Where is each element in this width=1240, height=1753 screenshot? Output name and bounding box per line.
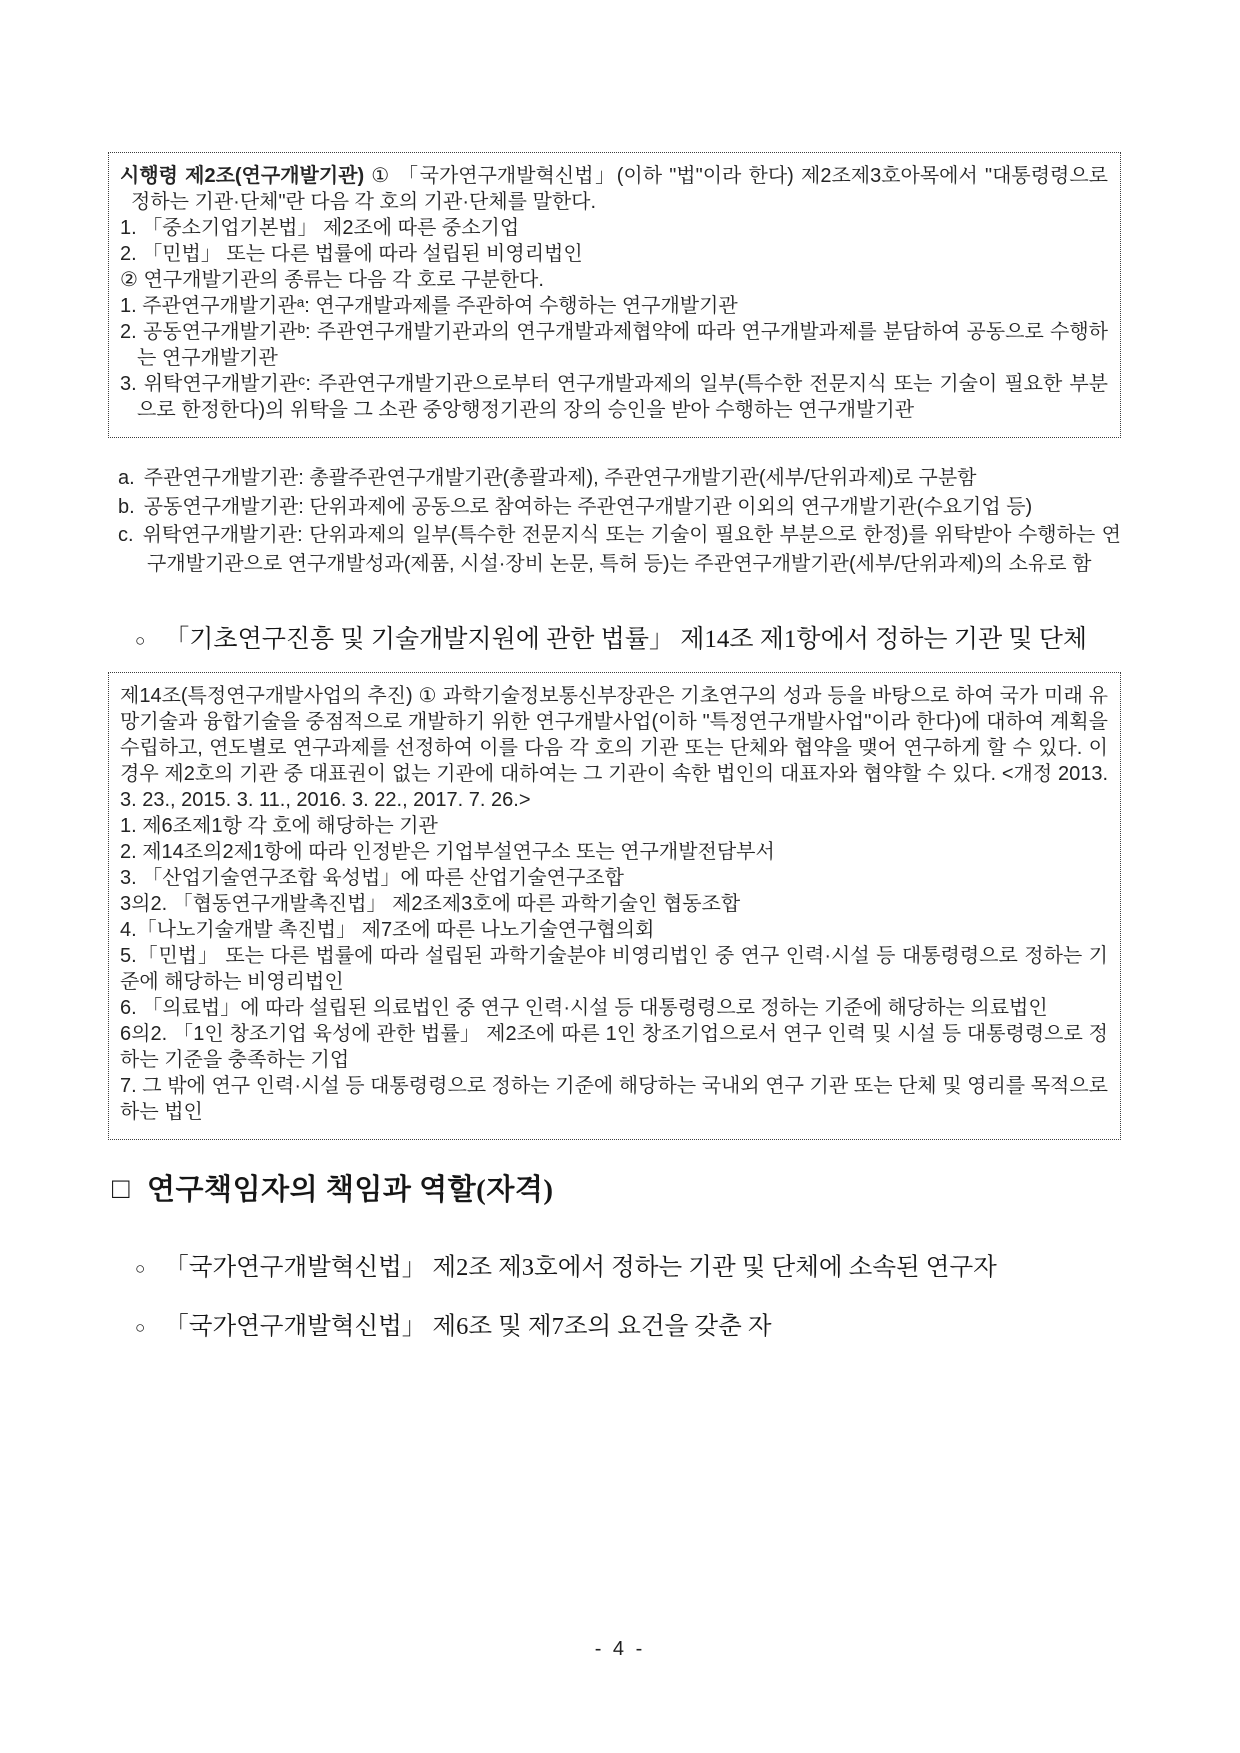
square-bullet-icon: □ [112,1173,131,1205]
article14-box [108,672,1121,1140]
bullet-item-basic-research-law [135,624,1121,656]
decree-intro-lead: 시행령 제2조(연구개발기관) [120,165,365,187]
article14-item: 2. 제14조의2제1항에 따라 인정받은 기업부설연구소 또는 연구개발전담부서 [120,841,775,863]
article14-item: 1. 제6조제1항 각 호에 해당하는 기관 [120,815,438,837]
footnote-marker: c. [118,524,134,546]
article14-item: 3의2. 「협동연구개발촉진법」 제2조제3호에 따른 과학기술인 협동조합 [120,893,741,915]
bullet-item-researcher-requirements [135,1311,1121,1342]
decree-intro-text: ① 「국가연구개발혁신법」(이하 "법"이라 한다) 제2조제3호아목에서 "대통령령으로 정하는 기관·단체"란 다음 각 호의 기관·단체를 말한다. [131,165,1108,213]
footnote-item [118,464,1121,493]
circle-bullet-icon: ○ [135,631,146,650]
page-number: - 4 - [594,1638,646,1660]
decree-item: 1. 「중소기업기본법」 제2조에 따른 중소기업 [120,217,520,239]
article14-item: 6. 「의료법」에 따라 설립된 의료법인 중 연구 인력·시설 등 대통령령으로 정하는 기준에 해당하는 의료법인 [120,997,1048,1019]
decree-item: 3. 위탁연구개발기관ᶜ: 주관연구개발기관으로부터 연구개발과제의 일부(특수한 전문지식 또는 기술이 필요한 부분으로 한정한다)의 위탁을 그 소관 중앙행정기관의 장의 승인을 받아 수행하는 연구개발기관 [120,373,1108,421]
footnote-marker: b. [118,495,135,518]
bullet-item-researcher-affiliation [135,1252,1121,1283]
decree-item: 1. 주관연구개발기관ᵃ: 연구개발과제를 주관하여 수행하는 연구개발기관 [120,295,738,317]
decree-item: 2. 「민법」 또는 다른 법률에 따라 설립된 비영리법인 [120,243,583,265]
bullet-text: 「기초연구진흥 및 기술개발지원에 관한 법률」 제14조 제1항에서 정하는 기관 및 단체 [164,626,1088,653]
decree-intro [120,163,1108,215]
footnote-text: 주관연구개발기관: 총괄주관연구개발기관(총괄과제), 주관연구개발기관(세부/단위과제)로 구분함 [143,467,977,489]
article14-item: 6의2. 「1인 창조기업 육성에 관한 법률」 제2조에 따른 1인 창조기업으로서 연구 인력 및 시설 등 대통령령으로 정하는 기준을 충족하는 기업 [120,1023,1108,1071]
footnote-marker: a. [118,467,135,489]
article14-item: 5.「민법」 또는 다른 법률에 따라 설립된 과학기술분야 비영리법인 중 연구 인력·시설 등 대통령령으로 정하는 기준에 해당하는 비영리법인 [120,945,1108,993]
footnote-text: 위탁연구개발기관: 단위과제의 일부(특수한 전문지식 또는 기술이 필요한 부분으로 한정)를 위탁받아 수행하는 연구개발기관으로 연구개발성과(제품, 시설·장비 논문, 특허 등)는 주관연구개발기관(세부/단위과제)의 소유로 함 [142,524,1121,575]
decree-article2-box [108,152,1121,438]
footnote-list [118,464,1121,578]
section-title: 연구책임자의 책임과 역할(자격) [147,1174,554,1206]
footnote-item [118,493,1121,522]
article14-item: 7. 그 밖에 연구 인력·시설 등 대통령령으로 정하는 기준에 해당하는 국내외 연구 기관 또는 단체 및 영리를 목적으로 하는 법인 [120,1075,1108,1123]
section-heading [112,1172,1121,1208]
article14-item: 4.「나노기술개발 촉진법」 제7조에 따른 나노기술연구협의회 [120,919,655,941]
article14-item: 3. 「산업기술연구조합 육성법」에 따른 산업기술연구조합 [120,867,624,889]
bullet-text: 「국가연구개발혁신법」 제2조 제3호에서 정하는 기관 및 단체에 소속된 연구자 [164,1254,997,1281]
circle-bullet-icon: ○ [135,1318,146,1337]
decree-item: 2. 공동연구개발기관ᵇ: 주관연구개발기관과의 연구개발과제협약에 따라 연구개발과제를 분담하여 공동으로 수행하는 연구개발기관 [120,321,1108,369]
footnote-text: 공동연구개발기관: 단위과제에 공동으로 참여하는 주관연구개발기관 이외의 연구개발기관(수요기업 등) [143,495,1033,518]
bullet-text: 「국가연구개발혁신법」 제6조 및 제7조의 요건을 갖춘 자 [164,1313,772,1340]
footnote-item [118,521,1121,578]
decree-item: ② 연구개발기관의 종류는 다음 각 호로 구분한다. [120,269,544,291]
circle-bullet-icon: ○ [135,1259,146,1278]
article14-intro: 제14조(특정연구개발사업의 추진) ① 과학기술정보통신부장관은 기초연구의 성과 등을 바탕으로 하여 국가 미래 유망기술과 융합기술을 중점적으로 개발하기 위한 연구개발사업(이하 "특정연구개발사업"이라 한다)에 대하여 계획을 수립하고, 연도별로 연구과제를 선정하여 이를 다음 각 호의 기관 또는 단체와 협약을 맺어 연구하게 할 수 있다. 이 경우 제2호의 기관 중 대표권이 없는 기관에 대하여는 그 기관이 속한 법인의 대표자와 협약할 수 있다. <개정 2013. 3. 23., 2015. 3. 11., 2016. 3. 22., 2017. 7. 26.> [120,685,1108,811]
